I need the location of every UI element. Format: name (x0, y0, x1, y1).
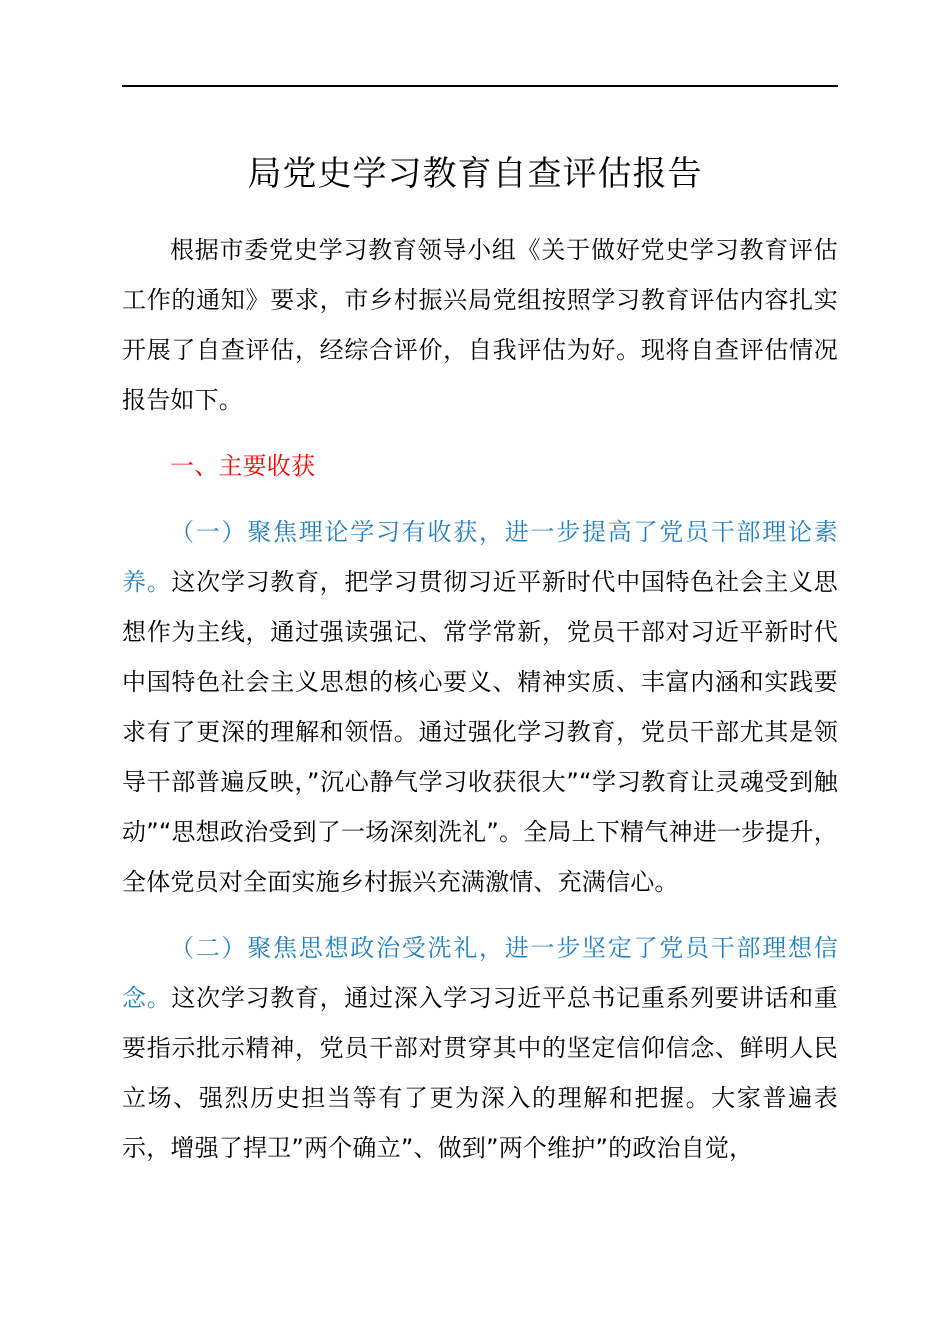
item-paragraph-2 (122, 923, 838, 1173)
document-title: 局党史学习教育自查评估报告 (247, 154, 703, 194)
item-text-1: 这次学习教育，把学习贯彻习近平新时代中国特色社会主义思想作为主线，通过强读强记、常学常新，党员干部对习近平新时代中国特色社会主义思想的核心要义、精神实质、丰富内涵和实践要求有了更深的理解和领悟。通过强化学习教育，党员干部尤其是领导干部普遍反映，”沉心静气学习收获很大”“学习教育让灵魂受到触动”“思想政治受到了一场深刻洗礼”。全局上下精气神进一步提升，全体党员对全面实施乡村振兴充满激情、充满信心。 (122, 568, 838, 896)
header-rule (122, 85, 838, 87)
item-lead-2: （二）聚焦思想政治受洗礼，进一步坚定了党员干部理想信念。 (122, 934, 838, 1012)
item-lead-1: （一）聚焦理论学习有收获，进一步提高了党员干部理论素养。 (122, 518, 838, 596)
section-heading: 一、主要收获 (170, 452, 316, 480)
item-paragraph-1 (122, 507, 838, 907)
document-body (122, 225, 838, 1189)
item-text-2: 这次学习教育，通过深入学习习近平总书记重系列要讲话和重要指示批示精神，党员干部对贯穿其中的坚定信仰信念、鲜明人民立场、强烈历史担当等有了更为深入的理解和把握。大家普遍表示，增强了捍卫”两个确立”、做到”两个维护”的政治自觉， (122, 984, 838, 1162)
intro-paragraph: 根据市委党史学习教育领导小组《关于做好党史学习教育评估工作的通知》要求，市乡村振兴局党组按照学习教育评估内容扎实开展了自查评估，经综合评价，自我评估为好。现将自查评估情况报告如下。 (122, 236, 838, 414)
